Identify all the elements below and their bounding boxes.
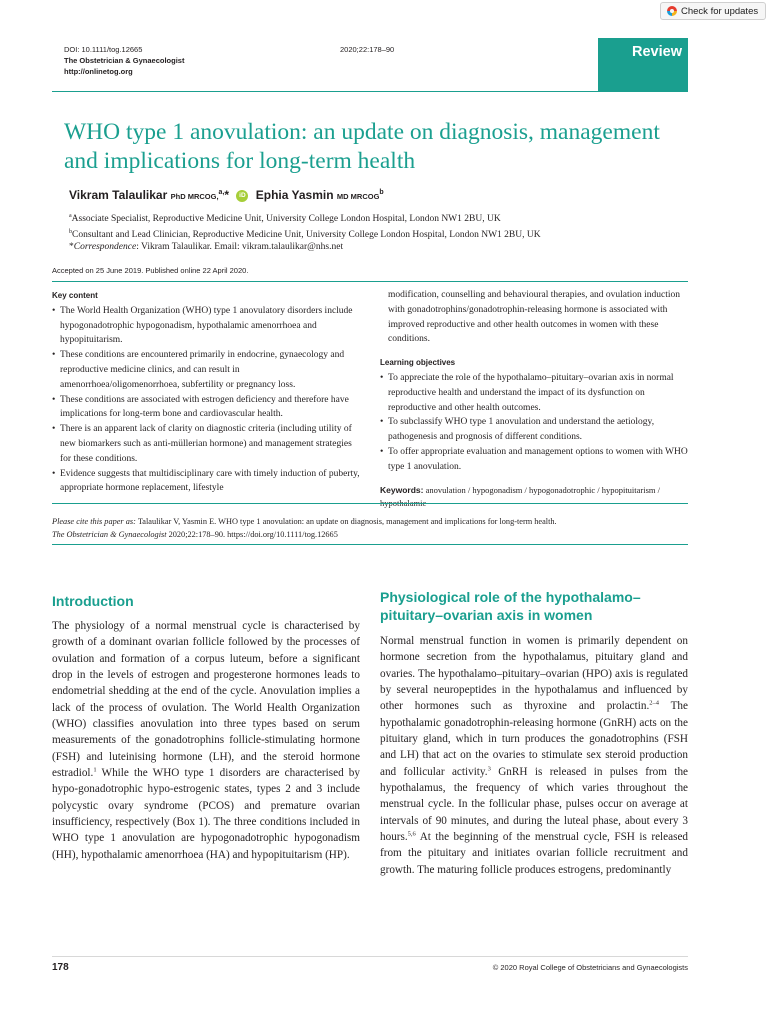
learning-objectives-list: [380, 371, 688, 475]
citation-sup: 3: [487, 765, 491, 773]
introduction-paragraph: [52, 618, 360, 863]
physiology-text-1: Normal menstrual function in women is primarily dependent on hormone secretion from the hypothalamus, pituitary gland and ovaries. The hypothalamo–pituitary–ovarian (HPO) axis is regulated by several neuropeptides in the hypothalamus and influenced by other hormones such as thyroxine and prolactin.: [380, 635, 688, 713]
divider-box-bottom: [52, 503, 688, 504]
list-item: • To subclassify WHO type 1 anovulation and understand the aetiology, pathogenesis and prognosis of different conditions.: [380, 415, 688, 445]
learning-box: [380, 288, 688, 510]
list-item: • The World Health Organization (WHO) type 1 anovulatory disorders include hypogonadotrophic hypogonadism, hypothalamic amenorrhoea and hypopituitarism.: [52, 304, 360, 348]
physiology-text-4: At the beginning of the menstrual cycle, FSH is released from the pituitary and initiates ovarian follicle recruitment and growth. The maturing follicle produces estrogens, predominantly: [380, 831, 688, 876]
divider-top: [52, 281, 688, 282]
header-volume: 2020;22:178–90: [340, 45, 395, 54]
affiliation-a-text: Associate Specialist, Reproductive Medicine Unit, University College London Hospital, London NW1 2BU, UK: [71, 214, 501, 225]
author-1-affil-sup: a,: [218, 189, 225, 196]
physiology-paragraph: [380, 633, 688, 878]
list-item: • These conditions are associated with estrogen deficiency and therefore have implications for long-term bone and cardiovascular health.: [52, 393, 360, 423]
affiliation-b: [69, 226, 669, 242]
author-1-name: Vikram Talaulikar: [69, 188, 168, 202]
header-journal: The Obstetrician & Gynaecologist: [64, 56, 185, 65]
correspondence-label: Correspondence: [73, 242, 137, 253]
citation-sup: 5,6: [407, 830, 416, 838]
page-number: 178: [52, 962, 69, 973]
header-doi: DOI: 10.1111/tog.12665: [64, 45, 143, 54]
citation-journal: The Obstetrician & Gynaecologist: [52, 530, 167, 539]
key-content-heading: Key content: [52, 291, 98, 300]
correspondence: [69, 241, 669, 254]
affiliation-b-sup: b: [69, 228, 72, 235]
affiliation-a-sup: a: [69, 213, 72, 219]
list-item: • These conditions are encountered primarily in endocrine, gynaecology and reproductive medicine clinics, and can result in amenorrhoea/oligomenorrhoea, subfertility or pregnancy loss.: [52, 348, 360, 392]
key-content-box: [52, 289, 360, 496]
article-title: WHO type 1 anovulation: an update on diagnosis, management and implications for long-term health: [64, 119, 660, 174]
header-underline: [52, 91, 688, 92]
crossmark-icon: [667, 6, 677, 16]
affiliation-b-text: Consultant and Lead Clinician, Reproductive Medicine Unit, University College London Hospital, London NW1 2BU, UK: [72, 229, 541, 240]
correspondence-star: *: [69, 242, 74, 253]
key-content-continuation: modification, counselling and behavioural therapies, and ovulation induction with gonadotrophins/gonadotrophin-releasing hormone is associated with improved reproductive and other health outcomes in women with these conditions.: [388, 290, 681, 345]
author-2-affil-sup: b: [379, 189, 384, 196]
section-label: Review: [632, 44, 682, 60]
author-1-degree: PhD MRCOG,: [170, 192, 219, 201]
citation-sup: 1: [93, 766, 97, 774]
citation-sup: 2–4: [649, 699, 660, 707]
list-item: • Evidence suggests that multidisciplinary care with timely induction of puberty, appropriate hormone replacement, lifestyle: [52, 467, 360, 497]
physiology-text-3: GnRH is released in pulses from the hypothalamus, the frequency of which varies throughout the menstrual cycle. In the follicular phase, pulses occur on average at intervals of 90 minutes, and during the luteal phase, about every 3 hours.: [380, 765, 689, 844]
affiliation-a: [69, 210, 669, 226]
check-for-updates-label: Check for updates: [681, 5, 759, 17]
physiology-text-2: The hypothalamic gonadotrophin-releasing hormone (GnRH) acts on the pituitary gland, which in turn produces the gonadotrophins (FSH and LH) that act on the ovaries to stimulate sex steroid production and follicular activity.: [380, 700, 688, 778]
orcid-icon[interactable]: iD: [236, 190, 248, 202]
accepted-date: Accepted on 25 June 2019. Published online 22 April 2020.: [52, 266, 249, 275]
keywords: [380, 484, 688, 510]
key-content-list: [52, 304, 360, 496]
citation: [52, 515, 688, 541]
list-item: • To appreciate the role of the hypothalamo–pituitary–ovarian axis in normal reproductive health and understand the impact of its dysfunction on reproductive and other health outcomes.: [380, 371, 688, 415]
copyright: © 2020 Royal College of Obstetricians and Gynaecologists: [492, 963, 688, 972]
keywords-text: anovulation / hypogonadism / hypogonadotrophic / hypopituitarism /: [425, 484, 661, 495]
author-2-name: Ephia Yasmin: [255, 188, 334, 202]
citation-text: Talaulikar V, Yasmin E. WHO type 1 anovulation: an update on diagnosis, management and implications for long-term health.: [137, 517, 557, 526]
keywords-label: Keywords:: [380, 484, 424, 495]
header-url[interactable]: http://onlinetog.org: [64, 67, 133, 76]
correspondence-text: : Vikram Talaulikar. Email: vikram.talaulikar@nhs.net: [136, 242, 344, 253]
introduction-heading: Introduction: [52, 593, 134, 609]
citation-prefix: Please cite this paper as:: [52, 517, 136, 526]
citation-ref[interactable]: 2020;22:178–90. https://doi.org/10.1111/tog.12665: [168, 530, 338, 539]
learning-objectives-heading: Learning objectives: [380, 358, 456, 368]
author-1-corresponding-mark: *: [224, 188, 230, 202]
divider-citation: [52, 544, 688, 545]
list-item: • To offer appropriate evaluation and management options to women with WHO type 1 anovulation.: [380, 445, 688, 475]
introduction-text-1: The physiology of a normal menstrual cycle is characterised by growth of a dominant ovarian follicle followed by the processes of ovulation and formation of a corpus luteum, before a significant drop in the levels of estrogen and progesterone hormones leads to endometrial shedding at the end of the cycle. Anovulation implies a lack of the process of ovulation. The World Health Organization (WHO) classifies anovulation into three types based on serum measurements of the gonadotrophins follicle-stimulating hormone (FSH) and luteinising hormone (LH), and the steroid hormone estradiol.: [52, 620, 360, 780]
physiology-heading: Physiological role of the hypothalamo–pituitary–ovarian axis in women: [380, 589, 641, 623]
author-line: [69, 188, 384, 202]
affiliations: [69, 210, 669, 254]
check-for-updates-button[interactable]: [660, 2, 766, 20]
author-2-degree: MD MRCOG: [336, 192, 380, 201]
list-item: • There is an apparent lack of clarity on diagnostic criteria (including utility of new biomarkers such as anti-müllerian hormone) and management strategies for these conditions.: [52, 422, 360, 466]
introduction-text-2: While the WHO type 1 disorders are characterised by hypo-gonadotrophic hypo-estrogenic states, types 2 and 3 include polycystic ovary syndrome (PCOS) and premature ovarian insufficiency, respectively (Box 1). The three conditions included in WHO type 1 anovulation are hypogonadotrophic hypogonadism (HH), hypothalamic amenorrhoea (HA) and hypopituitarism (HP).: [52, 767, 360, 861]
footer-rule: [52, 956, 688, 957]
